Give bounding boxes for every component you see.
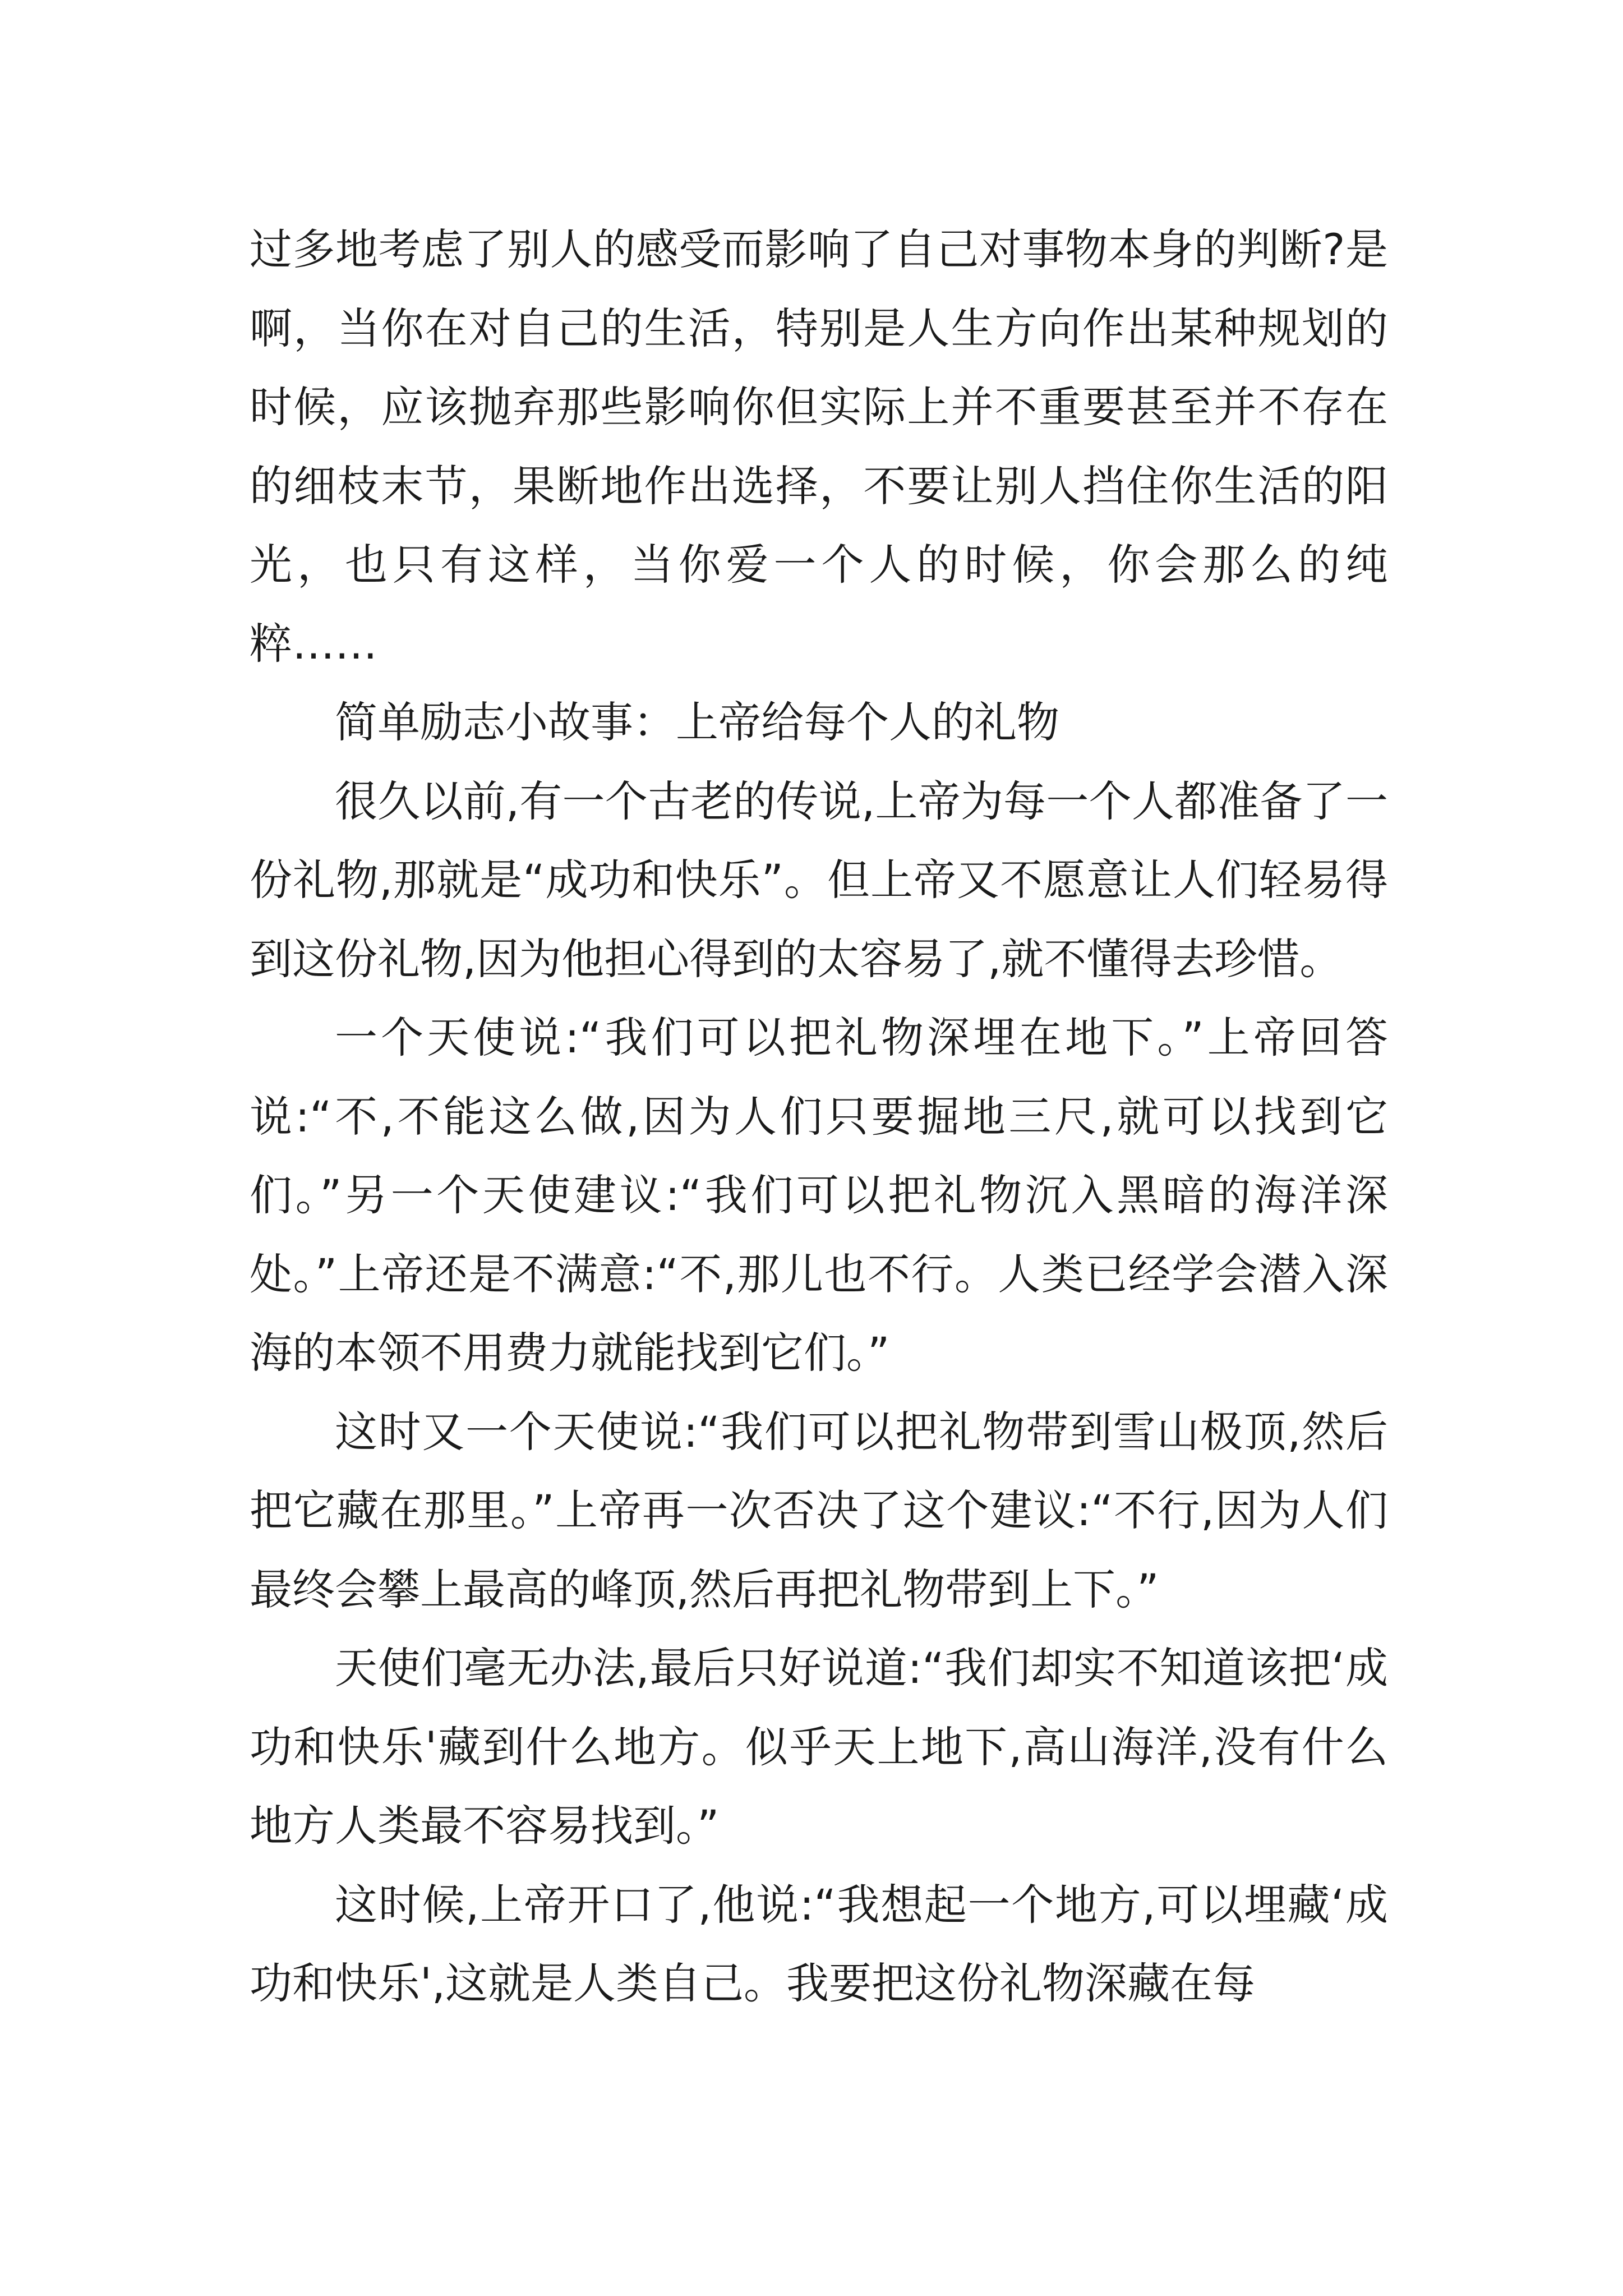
paragraph: 一个天使说:“我们可以把礼物深埋在地下。”上帝回答说:“不,不能这么做,因为人们只要掘地三尺,就可以找到它们。”另一个天使建议:“我们可以把礼物沉入黑暗的海洋深处。”上帝还是不满意:“不,那儿也不行。人类已经学会潜入深海的本领不用费力就能找到它们。” xyxy=(250,1013,1388,1378)
paragraph: 很久以前,有一个古老的传说,上帝为每一个人都准备了一份礼物,那就是“成功和快乐”。但上帝又不愿意让人们轻易得到这份礼物,因为他担心得到的太容易了,就不懂得去珍惜。 xyxy=(250,776,1388,984)
paragraph: 天使们毫无办法,最后只好说道:“我们却实不知道该把‘成功和快乐'藏到什么地方。似乎天上地下,高山海洋,没有什么地方人类最不容易找到。” xyxy=(250,1643,1388,1851)
paragraph: 这时候,上帝开口了,他说:“我想起一个地方,可以埋藏‘成功和快乐',这就是人类自己。我要把这份礼物深藏在每 xyxy=(250,1879,1388,2008)
story-title: 简单励志小故事：上帝给每个人的礼物 xyxy=(335,697,1059,747)
paragraph: 这时又一个天使说:“我们可以把礼物带到雪山极顶,然后把它藏在那里。”上帝再一次否决了这个建议:“不行,因为人们最终会攀上最高的峰顶,然后再把礼物带到上下。” xyxy=(250,1406,1388,1614)
paragraph-continuation: 过多地考虑了别人的感受而影响了自己对事物本身的判断?是啊，当你在对自己的生活，特别是人生方向作出某种规划的时候，应该抛弃那些影响你但实际上并不重要甚至并不存在的细枝末节，果断地作出选择，不要让别人挡住你生活的阳光，也只有这样，当你爱一个人的时候，你会那么的纯粹…… xyxy=(250,224,1388,669)
document-body xyxy=(250,210,1388,2023)
